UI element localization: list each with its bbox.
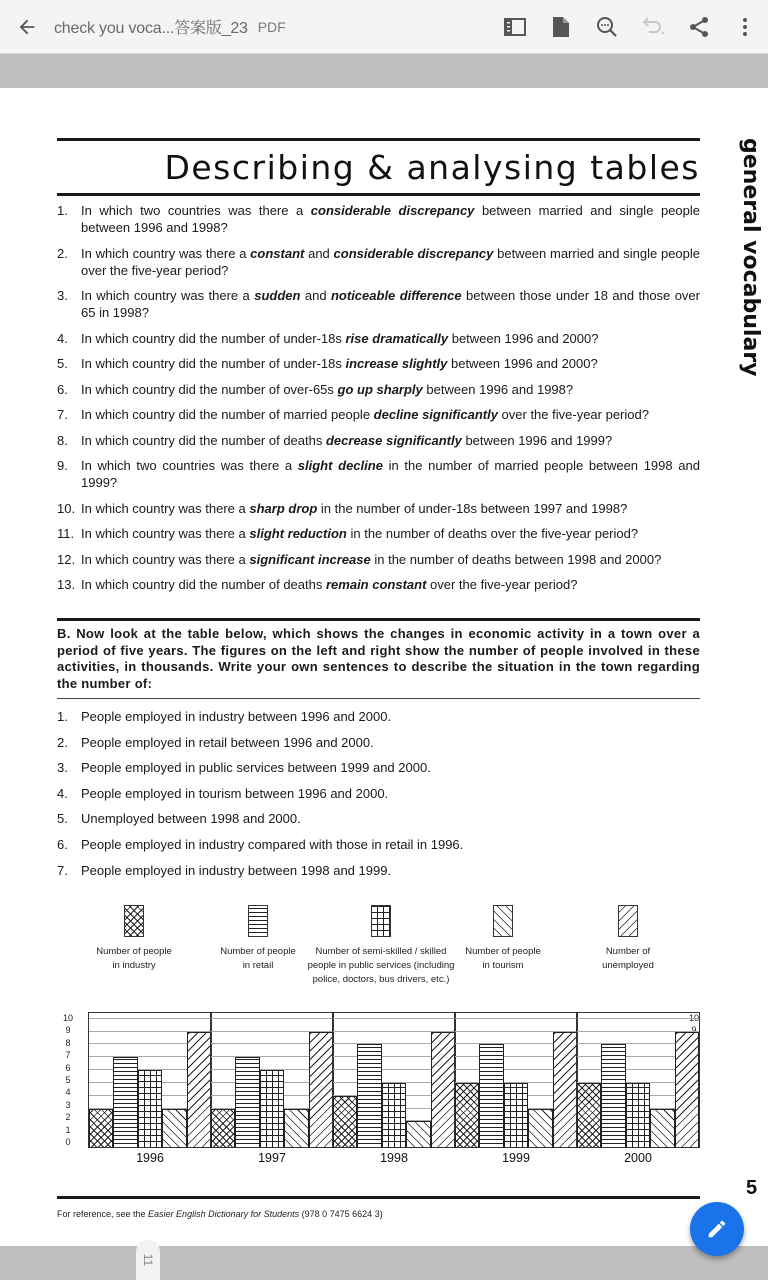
axis-tick: 5 [65, 1074, 71, 1085]
side-tab-label: general vocabulary [738, 138, 763, 377]
question-item [57, 202, 700, 236]
key-phrase: decline significantly [373, 407, 498, 422]
legend-label: in retail [242, 960, 274, 971]
legend-item [448, 905, 558, 973]
legend-label: in industry [112, 960, 156, 971]
bar [479, 1044, 503, 1147]
question-text: In which country was there a sudden and noticeable difference between those under 18 and those over 65 in 1998? [81, 288, 700, 320]
legend-label: people in public services (including [307, 960, 455, 971]
axis-tick: 7 [65, 1050, 71, 1061]
key-phrase: sharp drop [249, 500, 318, 516]
year-label: 1998 [380, 1151, 408, 1165]
bar-chart-2000 [576, 1012, 700, 1148]
axis-tick: 3 [65, 1099, 71, 1110]
more-options-button[interactable] [722, 0, 768, 54]
year-label: 1999 [502, 1151, 530, 1165]
sidebar-panel-icon [504, 17, 526, 37]
back-arrow-icon [16, 16, 38, 38]
horizontal-stripes-swatch-icon [248, 905, 268, 937]
bar [357, 1044, 381, 1147]
axis-tick: 9 [65, 1025, 71, 1036]
question-text: In which country was there a sharp drop in the number of under-18s between 1997 and 1998? [81, 500, 628, 516]
task-item [57, 810, 463, 827]
sidebar-toggle-button[interactable] [492, 0, 538, 54]
key-phrase: constant [250, 245, 305, 261]
year-label: 1996 [136, 1151, 164, 1165]
task-item [57, 836, 463, 853]
bar [406, 1121, 430, 1147]
edit-pencil-icon [706, 1218, 728, 1240]
bar-chart-1996 [88, 1012, 212, 1148]
bar [211, 1109, 235, 1147]
question-item [57, 381, 700, 398]
share-button[interactable] [676, 0, 722, 54]
legend-label: Number of people [96, 946, 172, 957]
axis-tick: 6 [65, 1062, 71, 1073]
question-text: In which country did the number of under-18s rise dramatically between 1996 and 2000? [81, 330, 599, 346]
back-diagonal-swatch-icon [493, 905, 513, 937]
key-phrase: considerable discrepancy [333, 245, 494, 261]
task-number: 5. [57, 811, 68, 827]
bar [309, 1032, 333, 1147]
question-item [57, 330, 700, 347]
question-number: 3. [57, 288, 68, 303]
question-text: In which country did the number of deaths remain constant over the five-year period? [81, 577, 578, 592]
question-text: In which country was there a slight reduction in the number of deaths over the five-year period? [81, 526, 639, 541]
question-item [57, 525, 700, 542]
year-label: 1997 [258, 1151, 286, 1165]
key-phrase: rise dramatically [345, 330, 449, 346]
task-text: People employed in industry between 1998 and 1999. [81, 862, 392, 878]
question-text: In which country did the number of over-65s go up sharply between 1996 and 1998? [81, 381, 574, 397]
bar [455, 1083, 479, 1147]
bar [601, 1044, 625, 1147]
task-item [57, 759, 463, 776]
bar [553, 1032, 577, 1147]
bar [162, 1109, 186, 1147]
cross-hatch-swatch-icon [124, 905, 144, 937]
key-phrase: sudden [254, 288, 301, 303]
legend-item [300, 905, 462, 987]
key-phrase: remain constant [325, 577, 427, 592]
key-phrase: increase slightly [345, 356, 448, 371]
legend-label: Number of semi-skilled / skilled [315, 946, 447, 957]
question-text: In which country did the number of married people decline significantly over the five-year period? [81, 407, 649, 422]
bar [431, 1032, 455, 1147]
question-item [57, 406, 700, 423]
search-text-icon [596, 16, 618, 38]
question-text: In which two countries was there a slight decline in the number of married people between 1998 and 1999? [81, 458, 700, 490]
question-number: 8. [57, 432, 68, 448]
key-phrase: slight reduction [249, 526, 347, 541]
key-phrase: considerable discrepancy [310, 203, 475, 218]
viewer-background-top [0, 54, 768, 88]
question-item [57, 432, 700, 449]
document-icon [553, 17, 569, 37]
task-number: 7. [57, 862, 68, 878]
page-indicator[interactable]: 11 [136, 1240, 160, 1280]
question-item [57, 551, 700, 568]
task-text: People employed in industry between 1996 and 2000. [81, 709, 392, 724]
axis-tick: 2 [65, 1112, 71, 1123]
search-button[interactable] [584, 0, 630, 54]
task-text: People employed in retail between 1996 and 2000. [81, 734, 374, 750]
question-text: In which country did the number of deaths decrease significantly between 1996 and 1999? [81, 432, 613, 448]
legend-item [570, 905, 686, 973]
question-number: 9. [57, 458, 68, 473]
bar-group [577, 1013, 699, 1147]
side-tab [733, 138, 763, 377]
heading-rule-top [57, 138, 700, 141]
bar [675, 1032, 699, 1147]
bar [333, 1096, 357, 1147]
question-item [57, 287, 700, 321]
section-b-rule [57, 618, 700, 621]
legend-item [74, 905, 194, 973]
bar [528, 1109, 552, 1147]
y-axis-left [60, 1012, 76, 1148]
key-phrase: decrease significantly [325, 432, 462, 448]
axis-tick: 4 [65, 1087, 71, 1098]
page-number: 5 [746, 1177, 758, 1199]
bar [235, 1057, 259, 1147]
bar [650, 1109, 674, 1147]
bar [89, 1109, 113, 1147]
axis-tick: 0 [65, 1136, 71, 1147]
year-label: 2000 [624, 1151, 652, 1165]
axis-tick: 1 [65, 1124, 71, 1135]
bar [504, 1083, 528, 1147]
question-number: 12. [57, 551, 76, 567]
bar [577, 1083, 601, 1147]
key-phrase: slight decline [297, 458, 383, 473]
question-number: 10. [57, 500, 76, 516]
bar-group [455, 1013, 577, 1147]
task-number: 1. [57, 709, 68, 724]
heading-rule-bottom [57, 193, 700, 196]
bar-chart-1998 [332, 1012, 456, 1148]
bar-group [89, 1013, 211, 1147]
legend-label: Number of people [220, 946, 296, 957]
bar [138, 1070, 162, 1147]
section-b-rule-bottom [57, 698, 700, 699]
bar [382, 1083, 406, 1147]
task-item [57, 785, 463, 802]
question-number: 11. [57, 526, 75, 541]
back-button[interactable] [0, 0, 54, 54]
bar-group [333, 1013, 455, 1147]
bar [113, 1057, 137, 1147]
more-vert-icon [742, 17, 748, 37]
legend-label: Number of people [465, 946, 541, 957]
key-phrase: noticeable difference [330, 288, 462, 303]
document-title: check you voca...答案版_23 [54, 20, 248, 37]
share-icon [689, 16, 709, 38]
question-item [57, 355, 700, 372]
question-text: In which country was there a significant increase in the number of deaths between 1998 and 2000? [81, 551, 662, 567]
question-number: 13. [57, 577, 76, 592]
bar-chart-1999 [454, 1012, 578, 1148]
footer-rule [57, 1196, 700, 1199]
question-item [57, 500, 700, 517]
legend-label: Number of [605, 946, 651, 957]
task-text: Unemployed between 1998 and 2000. [81, 811, 301, 827]
edit-fab-button[interactable] [690, 1202, 744, 1256]
undo-icon [641, 16, 665, 38]
question-item [57, 245, 700, 279]
question-number: 5. [57, 356, 68, 371]
viewer-background-bottom [0, 1246, 768, 1280]
task-number: 3. [57, 760, 68, 776]
app-bar [0, 0, 768, 54]
task-number: 6. [57, 836, 68, 852]
question-number: 7. [57, 407, 68, 422]
legend-item [200, 905, 316, 973]
page-view-button[interactable] [538, 0, 584, 54]
question-item [57, 457, 700, 491]
bar [626, 1083, 650, 1147]
task-number: 2. [57, 734, 68, 750]
question-text: In which country did the number of under-18s increase slightly between 1996 and 2000? [81, 356, 598, 371]
forward-diagonal-swatch-icon [618, 905, 638, 937]
question-number: 6. [57, 381, 68, 397]
question-text: In which country was there a constant and considerable discrepancy between married and single people over the five-year period? [81, 245, 701, 278]
bar-group [211, 1013, 333, 1147]
axis-tick: 10 [62, 1013, 73, 1023]
section-b-instructions: B. Now look at the table below, which shows the changes in economic activity in a town over a period of five years. The figures on the left and right show the number of people involved in these activities, in thousands. Write your own sentences to describe the situation in the town regarding the number of: [57, 626, 700, 691]
bar-chart-1997 [210, 1012, 334, 1148]
grid-swatch-icon [371, 905, 391, 937]
task-item [57, 734, 463, 751]
questions-b-list [57, 708, 463, 887]
question-number: 4. [57, 330, 68, 346]
question-number: 2. [57, 245, 68, 261]
task-text: People employed in public services between 1999 and 2000. [81, 760, 431, 776]
file-type-label: PDF [257, 18, 286, 35]
bar [260, 1070, 284, 1147]
axis-tick: 8 [65, 1037, 71, 1048]
undo-button[interactable] [630, 0, 676, 54]
question-text: In which two countries was there a considerable discrepancy between married and single people between 1996 and 1998? [81, 203, 700, 235]
task-text: People employed in tourism between 1996 and 2000. [81, 785, 389, 801]
footer-reference: For reference, see the Easier English Dictionary for Students (978 0 7475 6624 3) [57, 1209, 383, 1219]
task-number: 4. [57, 785, 68, 801]
legend-label: police, doctors, bus drivers, etc.) [312, 974, 450, 985]
key-phrase: go up sharply [337, 381, 423, 397]
task-item [57, 862, 463, 879]
legend-label: in tourism [482, 960, 524, 971]
bar [284, 1109, 308, 1147]
page-title: Describing & analysing tables [164, 148, 700, 187]
key-phrase: significant increase [249, 551, 371, 567]
question-item [57, 576, 700, 593]
footer-book-title: Easier English Dictionary for Students [148, 1209, 300, 1219]
questions-a-list [57, 202, 700, 602]
task-item [57, 708, 463, 725]
question-number: 1. [57, 203, 68, 218]
legend-label: unemployed [602, 960, 654, 971]
task-text: People employed in industry compared with those in retail in 1996. [81, 836, 464, 852]
bar [187, 1032, 211, 1147]
